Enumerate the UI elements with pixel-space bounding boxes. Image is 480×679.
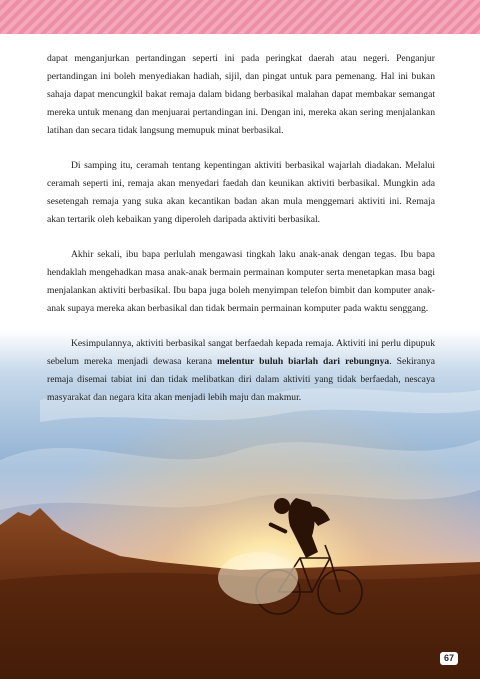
paragraph-4 xyxy=(47,335,435,407)
paragraph-4-end: . Sekiranya remaja disemai tabiat ini dan tidak melibatkan diri dalam aktiviti yang tidak berfaedah, nescaya masyarakat dan negara kita akan menjadi lebih maju dan makmur. xyxy=(47,356,435,403)
paragraph-3: Akhir sekali, ibu bapa perlulah mengawasi tingkah laku anak-anak dengan tegas. Ibu bapa hendaklah mengehadkan masa anak-anak bermain permainan komputer serta menetapkan masa bagi menjalankan aktiviti berbasikal. Ibu bapa juga boleh menyimpan telefon bimbit dan komputer anak-anak supaya mereka akan berbasikal dan tidak bermain permainan komputer pada waktu senggang. xyxy=(47,249,435,314)
peribahasa-bold: melentur buluh biarlah dari rebungnya xyxy=(217,356,390,367)
paragraph-1: dapat menganjurkan pertandingan seperti ini pada peringkat daerah atau negeri. Penganjur pertandingan ini boleh menyediakan hadiah, sijil, dan pingat untuk para pemenang. Hal ini bukan sahaja dapat mencungkil bakat remaja dalam bidang berbasikal malahan dapat membakar semangat mereka untuk menang dan menjuarai pertandingan ini. Dengan ini, mereka akan sering menjalankan latihan dan secara tidak langsung memupuk minat berbasikal. xyxy=(47,53,435,136)
paragraph-2: Di samping itu, ceramah tentang kepentingan aktiviti berbasikal wajarlah diadakan. Melalui ceramah seperti ini, remaja akan menyedari faedah dan keunikan aktiviti berbasikal. Mungkin ada sesetengah remaja yang suka akan kecantikan badan akan mula menggemari aktiviti ini. Remaja akan tertarik oleh kebaikan yang diperoleh daripada aktiviti berbasikal. xyxy=(47,160,435,225)
article-text xyxy=(47,50,435,424)
page-number: 67 xyxy=(440,652,458,665)
paragraph-4-start: Kesimpulannya, aktiviti berbasikal sangat berfaedah kepada remaja. Aktiviti ini perlu dipupuk sebelum mereka menjadi dewasa kerana xyxy=(47,338,435,367)
decorative-top-band xyxy=(0,0,480,34)
